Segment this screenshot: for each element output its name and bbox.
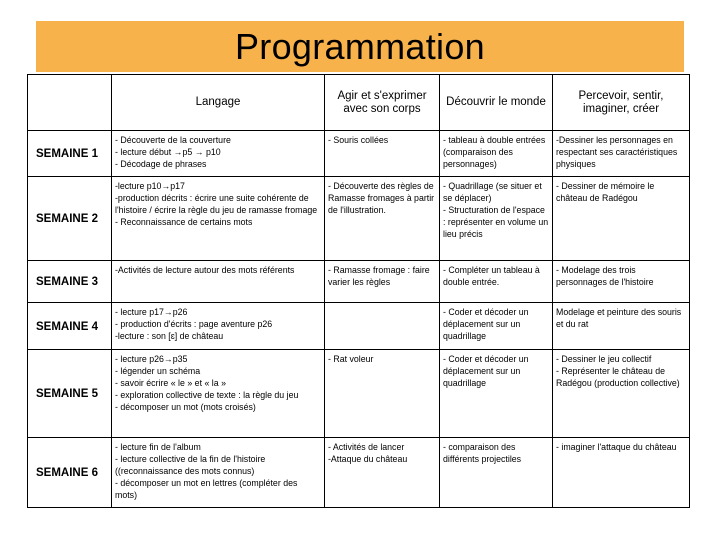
header-percevoir: Percevoir, sentir, imaginer, créer xyxy=(553,75,690,131)
cell-line: - Coder et décoder un déplacement sur un quadrillage xyxy=(443,354,529,388)
cell-line: -Dessiner les personnages en respectant ses caractéristiques physiques xyxy=(556,135,678,169)
cell-line: - lecture p26→p35 xyxy=(115,354,188,364)
cell-line: -lecture p10→p17 xyxy=(115,181,185,191)
cell-line: - Activités de lancer xyxy=(328,442,405,452)
cell-percevoir xyxy=(553,177,690,261)
cell-line: - Reconnaissance de certains mots xyxy=(115,217,253,227)
table-row xyxy=(28,303,690,350)
cell-line: - légender un schéma xyxy=(115,366,201,376)
cell-line: - comparaison des différents projectiles xyxy=(443,442,522,464)
cell-agir xyxy=(325,303,440,350)
cell-line: - imaginer l'attaque du château xyxy=(556,442,677,452)
cell-line: - Modelage des trois personnages de l'histoire xyxy=(556,265,654,287)
cell-line: - savoir écrire « le » et « la » xyxy=(115,378,226,388)
cell-decouvrir xyxy=(440,438,553,508)
header-langage: Langage xyxy=(112,75,325,131)
cell-line: - Compléter un tableau à double entrée. xyxy=(443,265,540,287)
cell-langage xyxy=(112,350,325,438)
header-row xyxy=(28,75,690,131)
cell-decouvrir xyxy=(440,350,553,438)
cell-line: - Structuration de l'espace : représenter en volume un lieu précis xyxy=(443,205,549,239)
week-label: SEMAINE 3 xyxy=(28,261,112,303)
corner-cell xyxy=(28,75,112,131)
cell-agir xyxy=(325,438,440,508)
cell-line: - Ramasse fromage : faire varier les règles xyxy=(328,265,430,287)
week-label: SEMAINE 5 xyxy=(28,350,112,438)
cell-agir xyxy=(325,261,440,303)
cell-line: - Quadrillage (se situer et se déplacer) xyxy=(443,181,542,203)
cell-langage xyxy=(112,177,325,261)
cell-percevoir xyxy=(553,131,690,177)
cell-line: - Découverte des règles de Ramasse fromages à partir de l'illustration. xyxy=(328,181,435,215)
cell-decouvrir xyxy=(440,131,553,177)
cell-line: -production décrits : écrire une suite cohérente de l'histoire / écrire la règle du jeu de ramasse fromage xyxy=(115,193,318,215)
cell-percevoir xyxy=(553,303,690,350)
cell-line: - décomposer un mot en lettres (compléter des mots) xyxy=(115,478,298,500)
cell-percevoir xyxy=(553,261,690,303)
cell-line: - Découverte de la couverture xyxy=(115,135,231,145)
cell-agir xyxy=(325,131,440,177)
cell-line: - lecture p17→p26 xyxy=(115,307,188,317)
page-title: Programmation xyxy=(235,25,485,67)
cell-line: - Coder et décoder un déplacement sur un quadrillage xyxy=(443,307,529,341)
cell-line: - décomposer un mot (mots croisés) xyxy=(115,402,256,412)
cell-decouvrir xyxy=(440,177,553,261)
cell-line: - lecture début →p5 → p10 xyxy=(115,147,221,157)
cell-line: Modelage et peinture des souris et du rat xyxy=(556,307,682,329)
cell-line: - Représenter le château de Radégou (production collective) xyxy=(556,366,680,388)
week-label: SEMAINE 6 xyxy=(28,438,112,508)
cell-line: - Dessiner le jeu collectif xyxy=(556,354,652,364)
cell-decouvrir xyxy=(440,303,553,350)
week-label: SEMAINE 2 xyxy=(28,177,112,261)
cell-line: - Souris collées xyxy=(328,135,389,145)
cell-agir xyxy=(325,350,440,438)
cell-line: - lecture fin de l'album xyxy=(115,442,201,452)
header-agir: Agir et s'exprimer avec son corps xyxy=(325,75,440,131)
table-row xyxy=(28,350,690,438)
cell-percevoir xyxy=(553,438,690,508)
cell-decouvrir xyxy=(440,261,553,303)
cell-line: -lecture : son [ɛ] de château xyxy=(115,331,224,341)
table-row xyxy=(28,261,690,303)
cell-langage xyxy=(112,131,325,177)
table-row xyxy=(28,177,690,261)
cell-langage xyxy=(112,303,325,350)
programmation-table xyxy=(27,74,690,508)
cell-line: - Rat voleur xyxy=(328,354,374,364)
cell-langage xyxy=(112,438,325,508)
cell-line: -Attaque du château xyxy=(328,454,408,464)
title-banner xyxy=(36,21,684,72)
cell-line: - Dessiner de mémoire le château de Radégou xyxy=(556,181,655,203)
table-row xyxy=(28,131,690,177)
cell-line: - production d'écrits : page aventure p26 xyxy=(115,319,273,329)
cell-line: - lecture collective de la fin de l'histoire ((reconnaissance des mots connus) xyxy=(115,454,266,476)
cell-percevoir xyxy=(553,350,690,438)
cell-langage xyxy=(112,261,325,303)
header-decouvrir: Découvrir le monde xyxy=(440,75,553,131)
cell-agir xyxy=(325,177,440,261)
cell-line: - exploration collective de texte : la règle du jeu xyxy=(115,390,299,400)
cell-line: - Décodage de phrases xyxy=(115,159,207,169)
table-row xyxy=(28,438,690,508)
cell-line: - tableau à double entrées (comparaison des personnages) xyxy=(443,135,546,169)
cell-line: -Activités de lecture autour des mots référents xyxy=(115,265,295,275)
week-label: SEMAINE 4 xyxy=(28,303,112,350)
week-label: SEMAINE 1 xyxy=(28,131,112,177)
